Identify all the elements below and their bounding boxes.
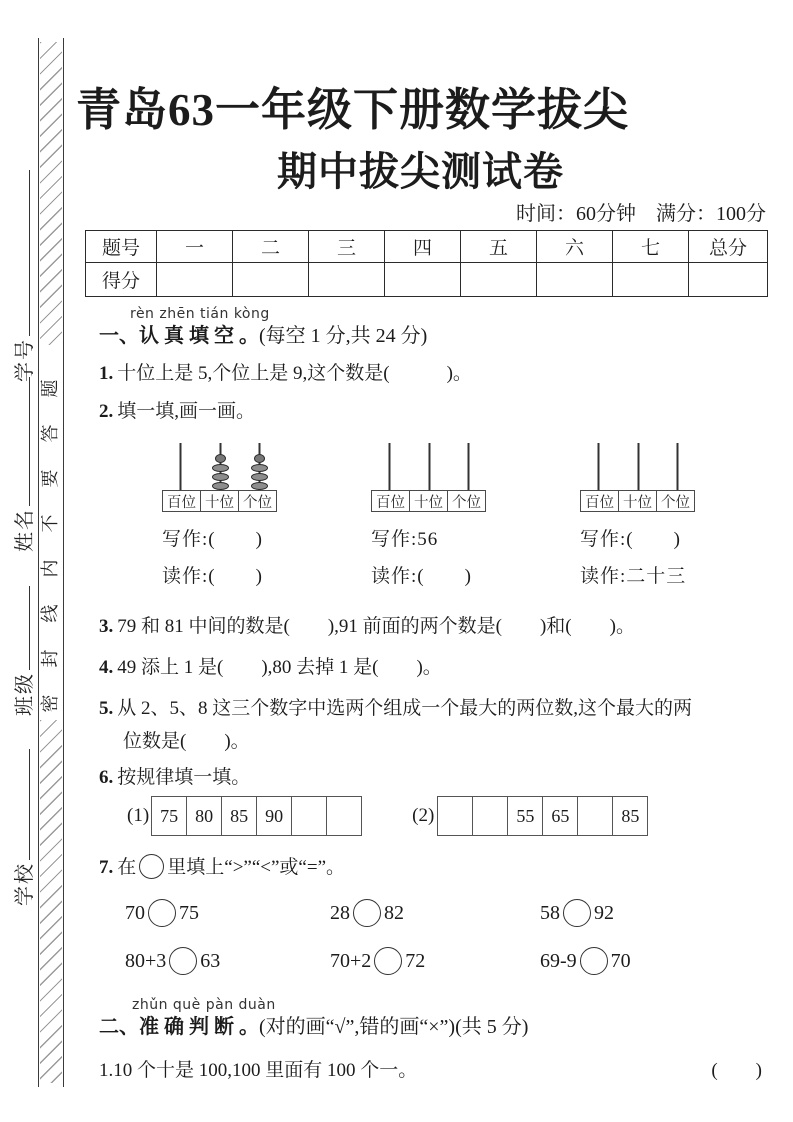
place-value-cell: 十位	[618, 490, 657, 512]
section-number: 一、	[99, 325, 139, 347]
section-title: 认 真 填 空 。	[139, 325, 259, 347]
read-as-line: 读作:二十三	[580, 566, 687, 587]
place-value-cell: 百位	[162, 490, 201, 512]
abacus-rod	[588, 443, 609, 490]
question-text: 在	[117, 857, 137, 878]
score-table-header-row	[86, 231, 768, 263]
sequence-table	[151, 796, 362, 836]
section-note: (对的画“√”,错的画“×”)(共 5 分)	[259, 1016, 529, 1038]
question-line	[99, 400, 780, 424]
score-table-header-cell: 五	[461, 231, 537, 263]
abacus-bead	[212, 464, 229, 472]
score-cell	[461, 263, 537, 297]
sequence-cell	[291, 796, 327, 836]
question-number: 7.	[99, 857, 114, 878]
sequence-cell: 75	[151, 796, 187, 836]
section-number: 二、	[99, 1016, 139, 1038]
abacus-bead	[212, 482, 229, 490]
write-as-line: 写作:( )	[162, 529, 263, 550]
student-id-field	[8, 170, 36, 382]
score-table-corner: 题号	[86, 231, 157, 263]
abacus-rod	[249, 443, 270, 490]
left-operand: 70	[125, 902, 145, 924]
abacus-group	[162, 443, 278, 588]
pinyin-label: rèn zhēn tián kòng	[130, 306, 270, 322]
comparison-grid	[125, 899, 780, 975]
sequence-cell: 55	[507, 796, 543, 836]
question-number: 3.	[99, 616, 114, 637]
circle-blank	[580, 947, 608, 975]
sequence-cell: 65	[542, 796, 578, 836]
sequence-cell: 90	[256, 796, 292, 836]
place-value-cell: 个位	[656, 490, 695, 512]
place-value-box	[371, 490, 487, 512]
right-operand: 82	[384, 902, 404, 924]
seal-band	[38, 38, 64, 1087]
score-table-score-row	[86, 263, 768, 297]
question-line	[99, 697, 780, 721]
question-line	[99, 766, 780, 790]
right-operand: 70	[610, 950, 631, 972]
right-operand: 72	[405, 950, 426, 972]
circle-blank	[563, 899, 591, 927]
question-text: 79 和 81 中间的数是( ),91 前面的两个数是( )和( )。	[117, 616, 635, 637]
question-text: 里填上“>”“<”或“=”。	[167, 857, 346, 878]
sequence-cell: 85	[612, 796, 648, 836]
section-note: (每空 1 分,共 24 分)	[259, 325, 428, 347]
abacus-rod	[379, 443, 400, 490]
right-operand: 92	[594, 902, 614, 924]
abacus-rods	[580, 443, 696, 490]
left-operand: 70+2	[330, 950, 372, 972]
question-text: 10 个十是 100,100 里面有 100 个一。	[113, 1060, 418, 1081]
comparison-item	[540, 947, 780, 975]
section-heading	[99, 1014, 780, 1040]
question-text: 按规律填一填。	[117, 767, 251, 788]
judge-question-line	[99, 1055, 780, 1082]
abacus-bead	[251, 473, 268, 481]
abacus-bead	[251, 464, 268, 472]
score-cell	[613, 263, 689, 297]
right-operand: 75	[179, 902, 199, 924]
sequence-cell	[472, 796, 508, 836]
section-title: 准 确 判 断 。	[139, 1016, 259, 1038]
page-subtitle: 期中拔尖测试卷	[277, 149, 564, 194]
circle-blank	[169, 947, 197, 975]
circle-blank	[353, 899, 381, 927]
abacus-rod	[667, 443, 688, 490]
comparison-item	[330, 899, 540, 927]
school-field	[8, 749, 36, 906]
place-value-cell: 个位	[238, 490, 277, 512]
question-line	[99, 853, 780, 883]
field-rule	[14, 586, 30, 670]
pinyin-label: zhǔn què pàn duàn	[132, 997, 276, 1013]
left-operand: 80+3	[125, 950, 167, 972]
question-text: 十位上是 5,个位上是 9,这个数是( )。	[117, 363, 472, 384]
score-table-header-cell: 四	[385, 231, 461, 263]
field-rule	[14, 377, 30, 506]
read-as-line: 读作:( )	[162, 566, 263, 587]
circle-blank	[374, 947, 402, 975]
question-number: 5.	[99, 698, 114, 719]
comparison-item	[125, 899, 330, 927]
sequence-cell	[577, 796, 613, 836]
page-title: 青岛63一年级下册数学拔尖	[76, 85, 630, 135]
question-number: 2.	[99, 401, 114, 422]
question-text: 填一填,画一画。	[117, 401, 256, 422]
abacus-rod	[628, 443, 649, 490]
score-cell	[385, 263, 461, 297]
score-cell	[157, 263, 233, 297]
abacus-group	[371, 443, 487, 588]
place-value-box	[580, 490, 696, 512]
right-operand: 63	[200, 950, 221, 972]
score-table-header-cell: 二	[233, 231, 309, 263]
abacus-rods	[371, 443, 487, 490]
exam-header	[76, 0, 780, 230]
left-operand: 28	[330, 902, 350, 924]
sequence-cell	[437, 796, 473, 836]
question-line	[99, 362, 780, 386]
score-row-label: 得分	[86, 263, 157, 297]
score-table-header-cell: 六	[537, 231, 613, 263]
class-field	[8, 586, 36, 716]
abacus-bead	[254, 454, 265, 463]
exam-meta: 时间：60分钟 满分：100分	[516, 203, 766, 225]
question-number: 4.	[99, 657, 114, 678]
abacus-rod	[419, 443, 440, 490]
sequence-label: (1)	[127, 805, 150, 826]
field-label: 班级	[13, 672, 36, 716]
field-label: 姓名	[13, 508, 36, 552]
question-text: 从 2、5、8 这三个数字中选两个组成一个最大的两位数,这个最大的两	[117, 698, 693, 719]
read-as-line: 读作:( )	[371, 566, 472, 587]
question-number: 1.	[99, 1060, 114, 1081]
sequence-cell: 85	[221, 796, 257, 836]
field-label: 学号	[13, 338, 36, 382]
score-cell	[537, 263, 613, 297]
hatch-pattern	[40, 42, 62, 345]
abacus-rod	[210, 443, 231, 490]
abacus-bead	[215, 454, 226, 463]
abacus-bead	[251, 482, 268, 490]
sequence-table	[437, 796, 648, 836]
question-line	[99, 656, 780, 680]
field-rule	[14, 749, 30, 860]
sequence-label: (2)	[412, 805, 435, 826]
place-value-cell: 百位	[580, 490, 619, 512]
comparison-item	[125, 947, 330, 975]
exam-content	[76, 0, 780, 1082]
score-table-header-cell: 总分	[689, 231, 768, 263]
sequence-row	[127, 796, 780, 836]
write-as-line: 写作:( )	[580, 529, 681, 550]
section-heading	[99, 323, 780, 349]
hatch-pattern	[40, 720, 62, 1083]
circle-blank	[139, 854, 164, 879]
abacus-group	[580, 443, 696, 588]
student-name-field	[8, 377, 36, 552]
score-cell	[689, 263, 768, 297]
left-operand: 69-9	[540, 950, 577, 972]
score-table-header-cell: 一	[157, 231, 233, 263]
judge-question	[99, 1055, 417, 1082]
abacus-rods	[162, 443, 278, 490]
sequence-cell	[326, 796, 362, 836]
score-cell	[233, 263, 309, 297]
place-value-cell: 十位	[409, 490, 448, 512]
left-operand: 58	[540, 902, 560, 924]
abacus-row	[162, 443, 780, 588]
place-value-cell: 百位	[371, 490, 410, 512]
place-value-cell: 十位	[200, 490, 239, 512]
question-line	[99, 615, 780, 639]
seal-text: 密封线内不要答题	[40, 352, 60, 713]
question-line-continued: 位数是( )。	[123, 731, 250, 752]
sequence-cell: 80	[186, 796, 222, 836]
answer-blank: ( )	[711, 1060, 762, 1081]
abacus-rod	[458, 443, 479, 490]
question-text: 49 添上 1 是( ),80 去掉 1 是( )。	[117, 657, 442, 678]
question-number: 6.	[99, 767, 114, 788]
score-table-header-cell: 三	[309, 231, 385, 263]
abacus-rod	[170, 443, 191, 490]
comparison-item	[540, 899, 780, 927]
abacus-bead	[212, 473, 229, 481]
write-as-line: 写作:56	[371, 529, 439, 550]
field-rule	[14, 170, 30, 336]
score-table-header-cell: 七	[613, 231, 689, 263]
place-value-cell: 个位	[447, 490, 486, 512]
comparison-item	[330, 947, 540, 975]
question-number: 1.	[99, 363, 114, 384]
place-value-box	[162, 490, 278, 512]
circle-blank	[148, 899, 176, 927]
field-label: 学校	[13, 862, 36, 906]
score-cell	[309, 263, 385, 297]
score-table	[85, 230, 768, 297]
